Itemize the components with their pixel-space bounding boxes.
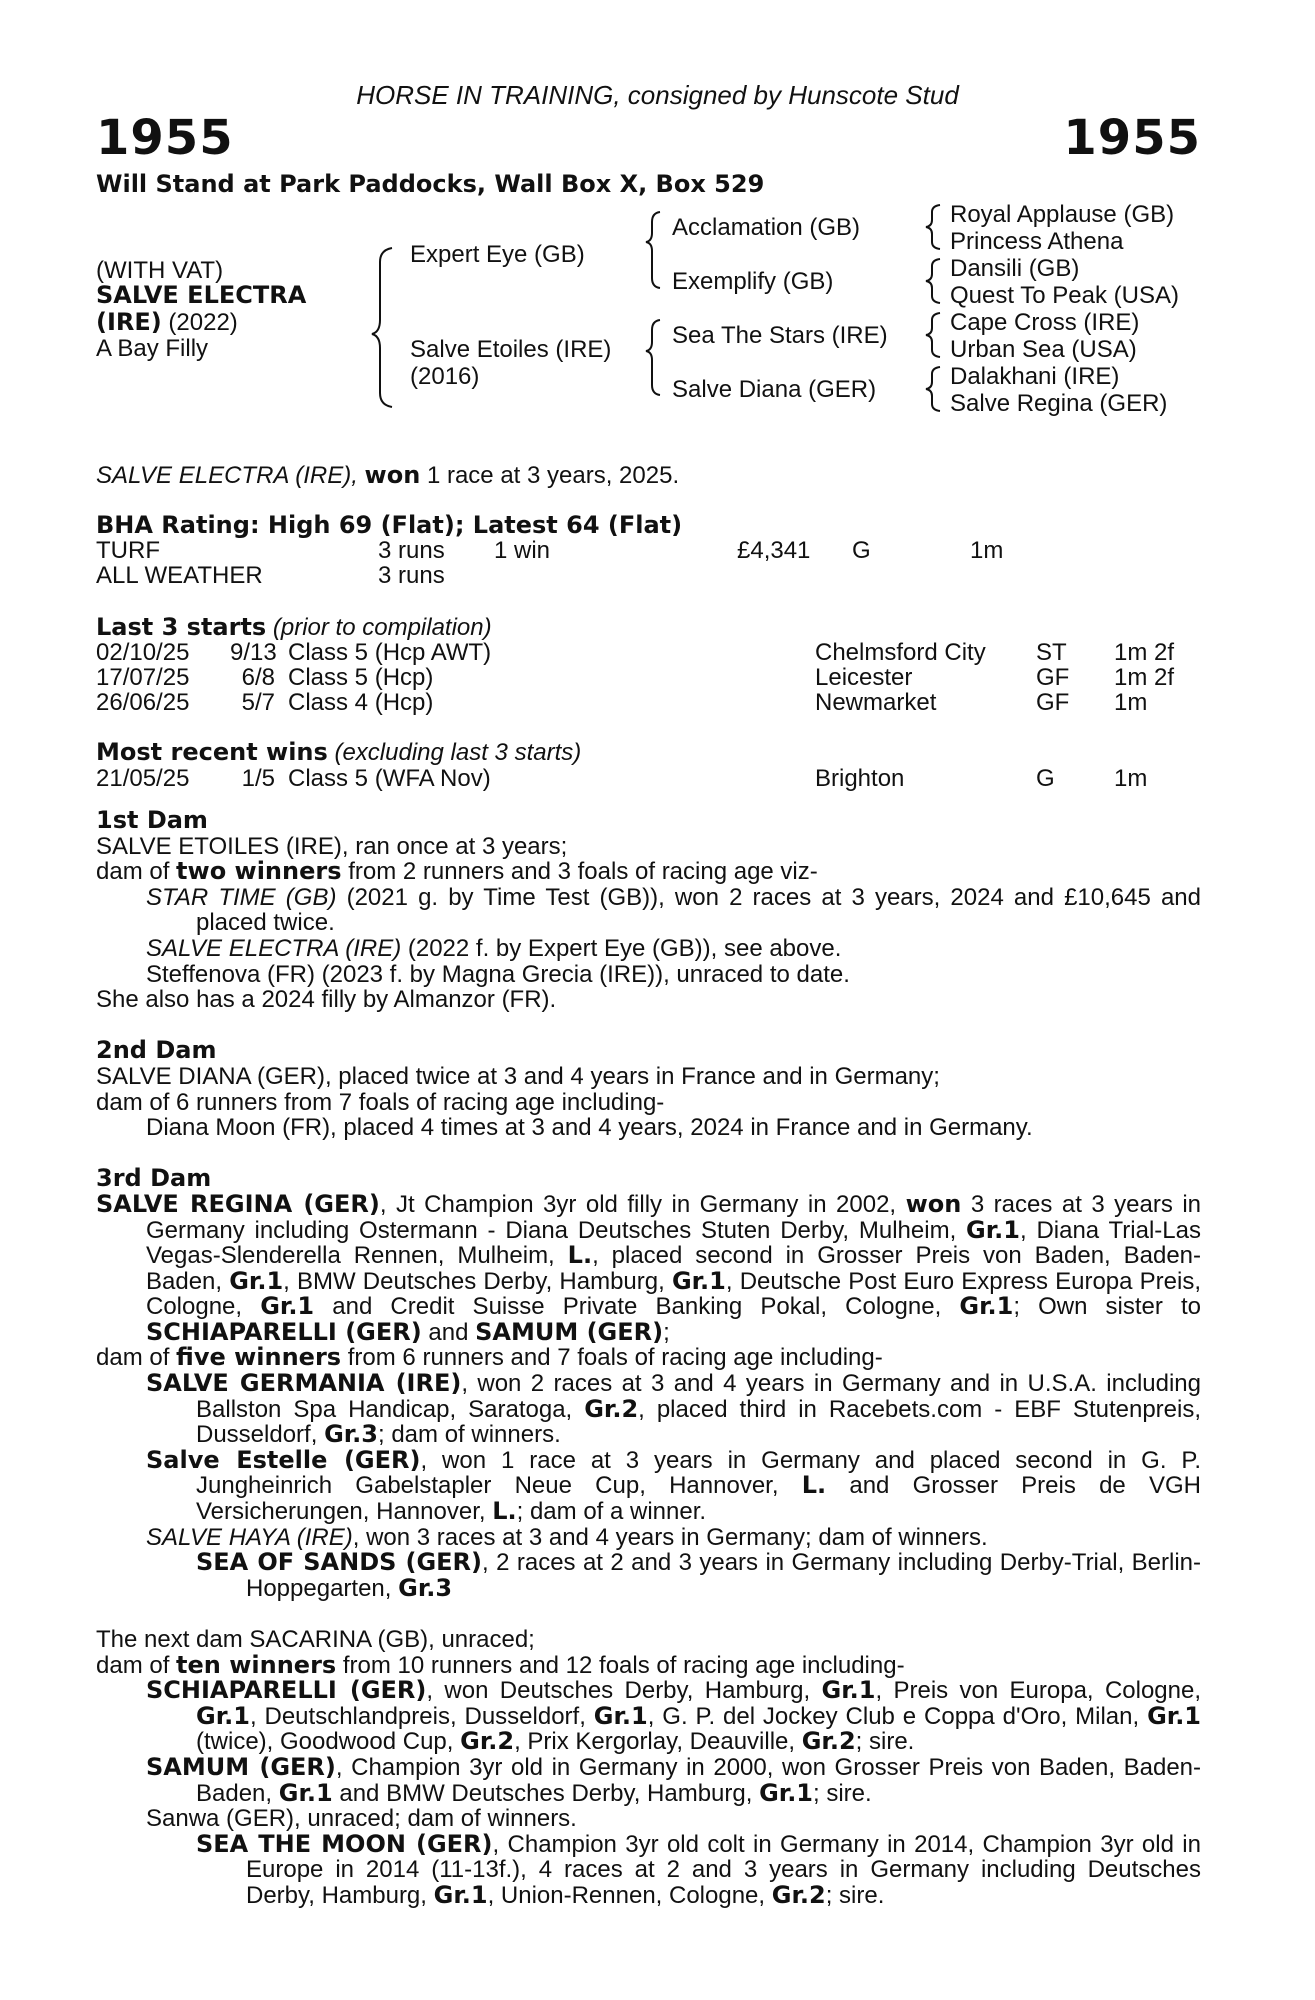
next-dam-progeny-2: SAMUM (GER), Champion 3yr old in Germany in 2000, won Grosser Preis von Baden, Baden-Baden, Gr.1 and BMW Deutsches Derby, Hamburg, Gr.1; sire.: [146, 1752, 1202, 1807]
pedigree-sire: Expert Eye (GB): [410, 241, 585, 268]
next-dam-progeny-1: SCHIAPARELLI (GER), won Deutsches Derby, Hamburg, Gr.1, Preis von Europa, Cologne, Gr.1, Deutschlandpreis, Dusseldorf, Gr.1, G. P. del Jockey Club e Coppa d'Oro, Milan, Gr.1 (twice), Goodwood Cup, Gr.2, Prix Kergorlay, Deauville, Gr.2; sire.: [146, 1676, 1202, 1756]
next-dam-line: The next dam SACARINA (GB), unraced;: [96, 1626, 535, 1653]
pedigree-g8: Salve Regina (GER): [950, 390, 1168, 417]
pedigree-g6: Urban Sea (USA): [950, 336, 1137, 363]
start-course: Chelmsford City: [815, 639, 986, 666]
pedigree-g2: Princess Athena: [950, 228, 1124, 255]
race-summary: SALVE ELECTRA (IRE), won 1 race at 3 years, 2025.: [96, 461, 680, 489]
start-course: Newmarket: [815, 689, 937, 716]
first-dam-progeny-1: STAR TIME (GB) (2021 g. by Time Test (GB)), won 2 races at 3 years, 2024 and £10,645 and placed twice.: [146, 883, 1201, 937]
start-class: Class 5 (Hcp AWT): [288, 639, 492, 666]
first-dam-note: She also has a 2024 filly by Almanzor (FR).: [96, 986, 557, 1014]
start-going: GF: [1036, 689, 1070, 716]
vat-note: (WITH VAT): [96, 257, 224, 284]
horse-description: A Bay Filly: [96, 335, 209, 362]
first-dam-heading: 1st Dam: [96, 806, 208, 834]
start-position: 6/8: [241, 664, 275, 691]
venue-line: Will Stand at Park Paddocks, Wall Box X, Box 529: [96, 170, 765, 198]
start-date: 17/07/25: [96, 664, 190, 691]
second-dam-produce: dam of 6 runners from 7 foals of racing age including-: [96, 1088, 665, 1116]
third-dam-produce: dam of five winners from 6 runners and 7 foals of racing age including-: [96, 1343, 883, 1372]
turf-going: G: [852, 537, 871, 564]
horse-name: SALVE ELECTRA: [96, 281, 307, 309]
turf-wins: 1 win: [494, 537, 551, 564]
win-course: Brighton: [815, 765, 905, 792]
pedigree-g7: Dalakhani (IRE): [950, 363, 1120, 390]
start-course: Leicester: [815, 664, 913, 691]
next-dam-progeny-3: Sanwa (GER), unraced; dam of winners.: [146, 1805, 577, 1833]
first-dam-line: SALVE ETOILES (IRE), ran once at 3 years;: [96, 832, 568, 860]
win-class: Class 5 (WFA Nov): [288, 765, 491, 792]
third-dam-progeny-1: SALVE GERMANIA (IRE), won 2 races at 3 and 4 years in Germany and in U.S.A. including Ballston Spa Handicap, Saratoga, Gr.2, placed third in Racebets.com - EBF Stutenpreis, Dusseldorf, Gr.3; dam of winners.: [146, 1369, 1202, 1449]
second-dam-progeny-1: Diana Moon (FR), placed 4 times at 3 and 4 years, 2024 in France and in Germany.: [146, 1114, 1033, 1142]
all-weather-label: ALL WEATHER: [96, 562, 263, 589]
dam-sections: [96, 808, 1201, 1909]
turf-runs: 3 runs: [378, 537, 445, 564]
second-dam-heading: 2nd Dam: [96, 1036, 217, 1065]
start-going: GF: [1036, 664, 1070, 691]
turf-label: TURF: [96, 537, 160, 564]
win-position: 1/5: [241, 765, 275, 792]
first-dam-progeny-3: Steffenova (FR) (2023 f. by Magna Grecia (IRE)), unraced to date.: [146, 960, 850, 988]
lot-number-left: 1955: [96, 110, 234, 166]
pedigree-g3: Dansili (GB): [950, 255, 1080, 282]
pedigree-dam-year: (2016): [410, 363, 480, 390]
turf-prize: £4,341: [737, 537, 811, 564]
win-distance: 1m: [1114, 765, 1148, 792]
last-starts-heading: Last 3 starts (prior to compilation): [96, 613, 492, 641]
lot-number-right: 1955: [1063, 110, 1201, 166]
third-dam-progeny-2: Salve Estelle (GER), won 1 race at 3 years in Germany and placed second in G. P. Jungheinrich Gabelstapler Neue Cup, Hannover, L. and Grosser Preis de VGH Versicherungen, Hannover, L.; dam of a winner.: [146, 1445, 1201, 1526]
next-dam-grand-progeny: SEA THE MOON (GER), Champion 3yr old colt in Germany in 2014, Champion 3yr old in Europe in 2014 (11-13f.), 4 races at 2 and 3 years in Germany including Deutsches Derby, Hamburg, Gr.1, Union-Rennen, Cologne, Gr.2; sire.: [196, 1829, 1201, 1909]
pedigree-g1: Royal Applause (GB): [950, 201, 1175, 228]
win-going: G: [1036, 765, 1055, 792]
pedigree-g4: Quest To Peak (USA): [950, 282, 1179, 309]
turf-distance: 1m: [970, 537, 1004, 564]
start-date: 02/10/25: [96, 639, 190, 666]
win-date: 21/05/25: [96, 765, 190, 792]
horse-origin-year: (IRE) (2022): [96, 308, 238, 336]
pedigree-sire-dam: Exemplify (GB): [672, 268, 834, 295]
pedigree-dam-sire: Sea The Stars (IRE): [672, 322, 888, 349]
page-header-title: HORSE IN TRAINING, consigned by Hunscote Stud: [356, 80, 959, 110]
start-position: 9/13: [230, 639, 277, 666]
start-position: 5/7: [241, 689, 275, 716]
pedigree-dam-dam: Salve Diana (GER): [672, 376, 877, 403]
first-dam-produce: dam of two winners from 2 runners and 3 foals of racing age viz-: [96, 857, 818, 886]
start-class: Class 4 (Hcp): [288, 689, 434, 716]
pedigree-g5: Cape Cross (IRE): [950, 309, 1140, 336]
start-distance: 1m 2f: [1114, 664, 1175, 691]
start-distance: 1m: [1114, 689, 1148, 716]
recent-wins-heading: Most recent wins (excluding last 3 starts): [96, 738, 582, 766]
pedigree-sire-sire: Acclamation (GB): [672, 214, 861, 241]
third-dam-record: SALVE REGINA (GER), Jt Champion 3yr old filly in Germany in 2002, won 3 races at 3 years in Germany including Ostermann - Diana Deutsches Stuten Derby, Mulheim, Gr.1, Diana Trial-Las Vegas-Slenderella Rennen, Mulheim, L., placed second in Grosser Preis von Baden, Baden-Baden, Gr.1, BMW Deutsches Derby, Hamburg, Gr.1, Deutsche Post Euro Express Europa Preis, Cologne, Gr.1 and Credit Suisse Private Banking Pokal, Cologne, Gr.1; Own sister to SCHIAPARELLI (GER) and SAMUM (GER);: [96, 1189, 1202, 1346]
third-dam-progeny-3: SALVE HAYA (IRE), won 3 races at 3 and 4 years in Germany; dam of winners.: [146, 1523, 988, 1551]
third-dam-heading: 3rd Dam: [96, 1164, 212, 1193]
start-class: Class 5 (Hcp): [288, 664, 434, 691]
all-weather-runs: 3 runs: [378, 562, 445, 589]
next-dam-produce: dam of ten winners from 10 runners and 12 foals of racing age including-: [96, 1650, 905, 1679]
start-date: 26/06/25: [96, 689, 190, 716]
pedigree-dam: Salve Etoiles (IRE): [410, 336, 612, 363]
start-going: ST: [1036, 639, 1067, 666]
bha-rating-heading: BHA Rating: High 69 (Flat); Latest 64 (Flat): [96, 511, 683, 539]
third-dam-grand-progeny: SEA OF SANDS (GER), 2 races at 2 and 3 years in Germany including Derby-Trial, Berlin-Hoppegarten, Gr.3: [196, 1548, 1202, 1602]
first-dam-progeny-2: SALVE ELECTRA (IRE) (2022 f. by Expert Eye (GB)), see above.: [146, 934, 842, 962]
start-distance: 1m 2f: [1114, 639, 1175, 666]
second-dam-line: SALVE DIANA (GER), placed twice at 3 and 4 years in France and in Germany;: [96, 1062, 940, 1090]
